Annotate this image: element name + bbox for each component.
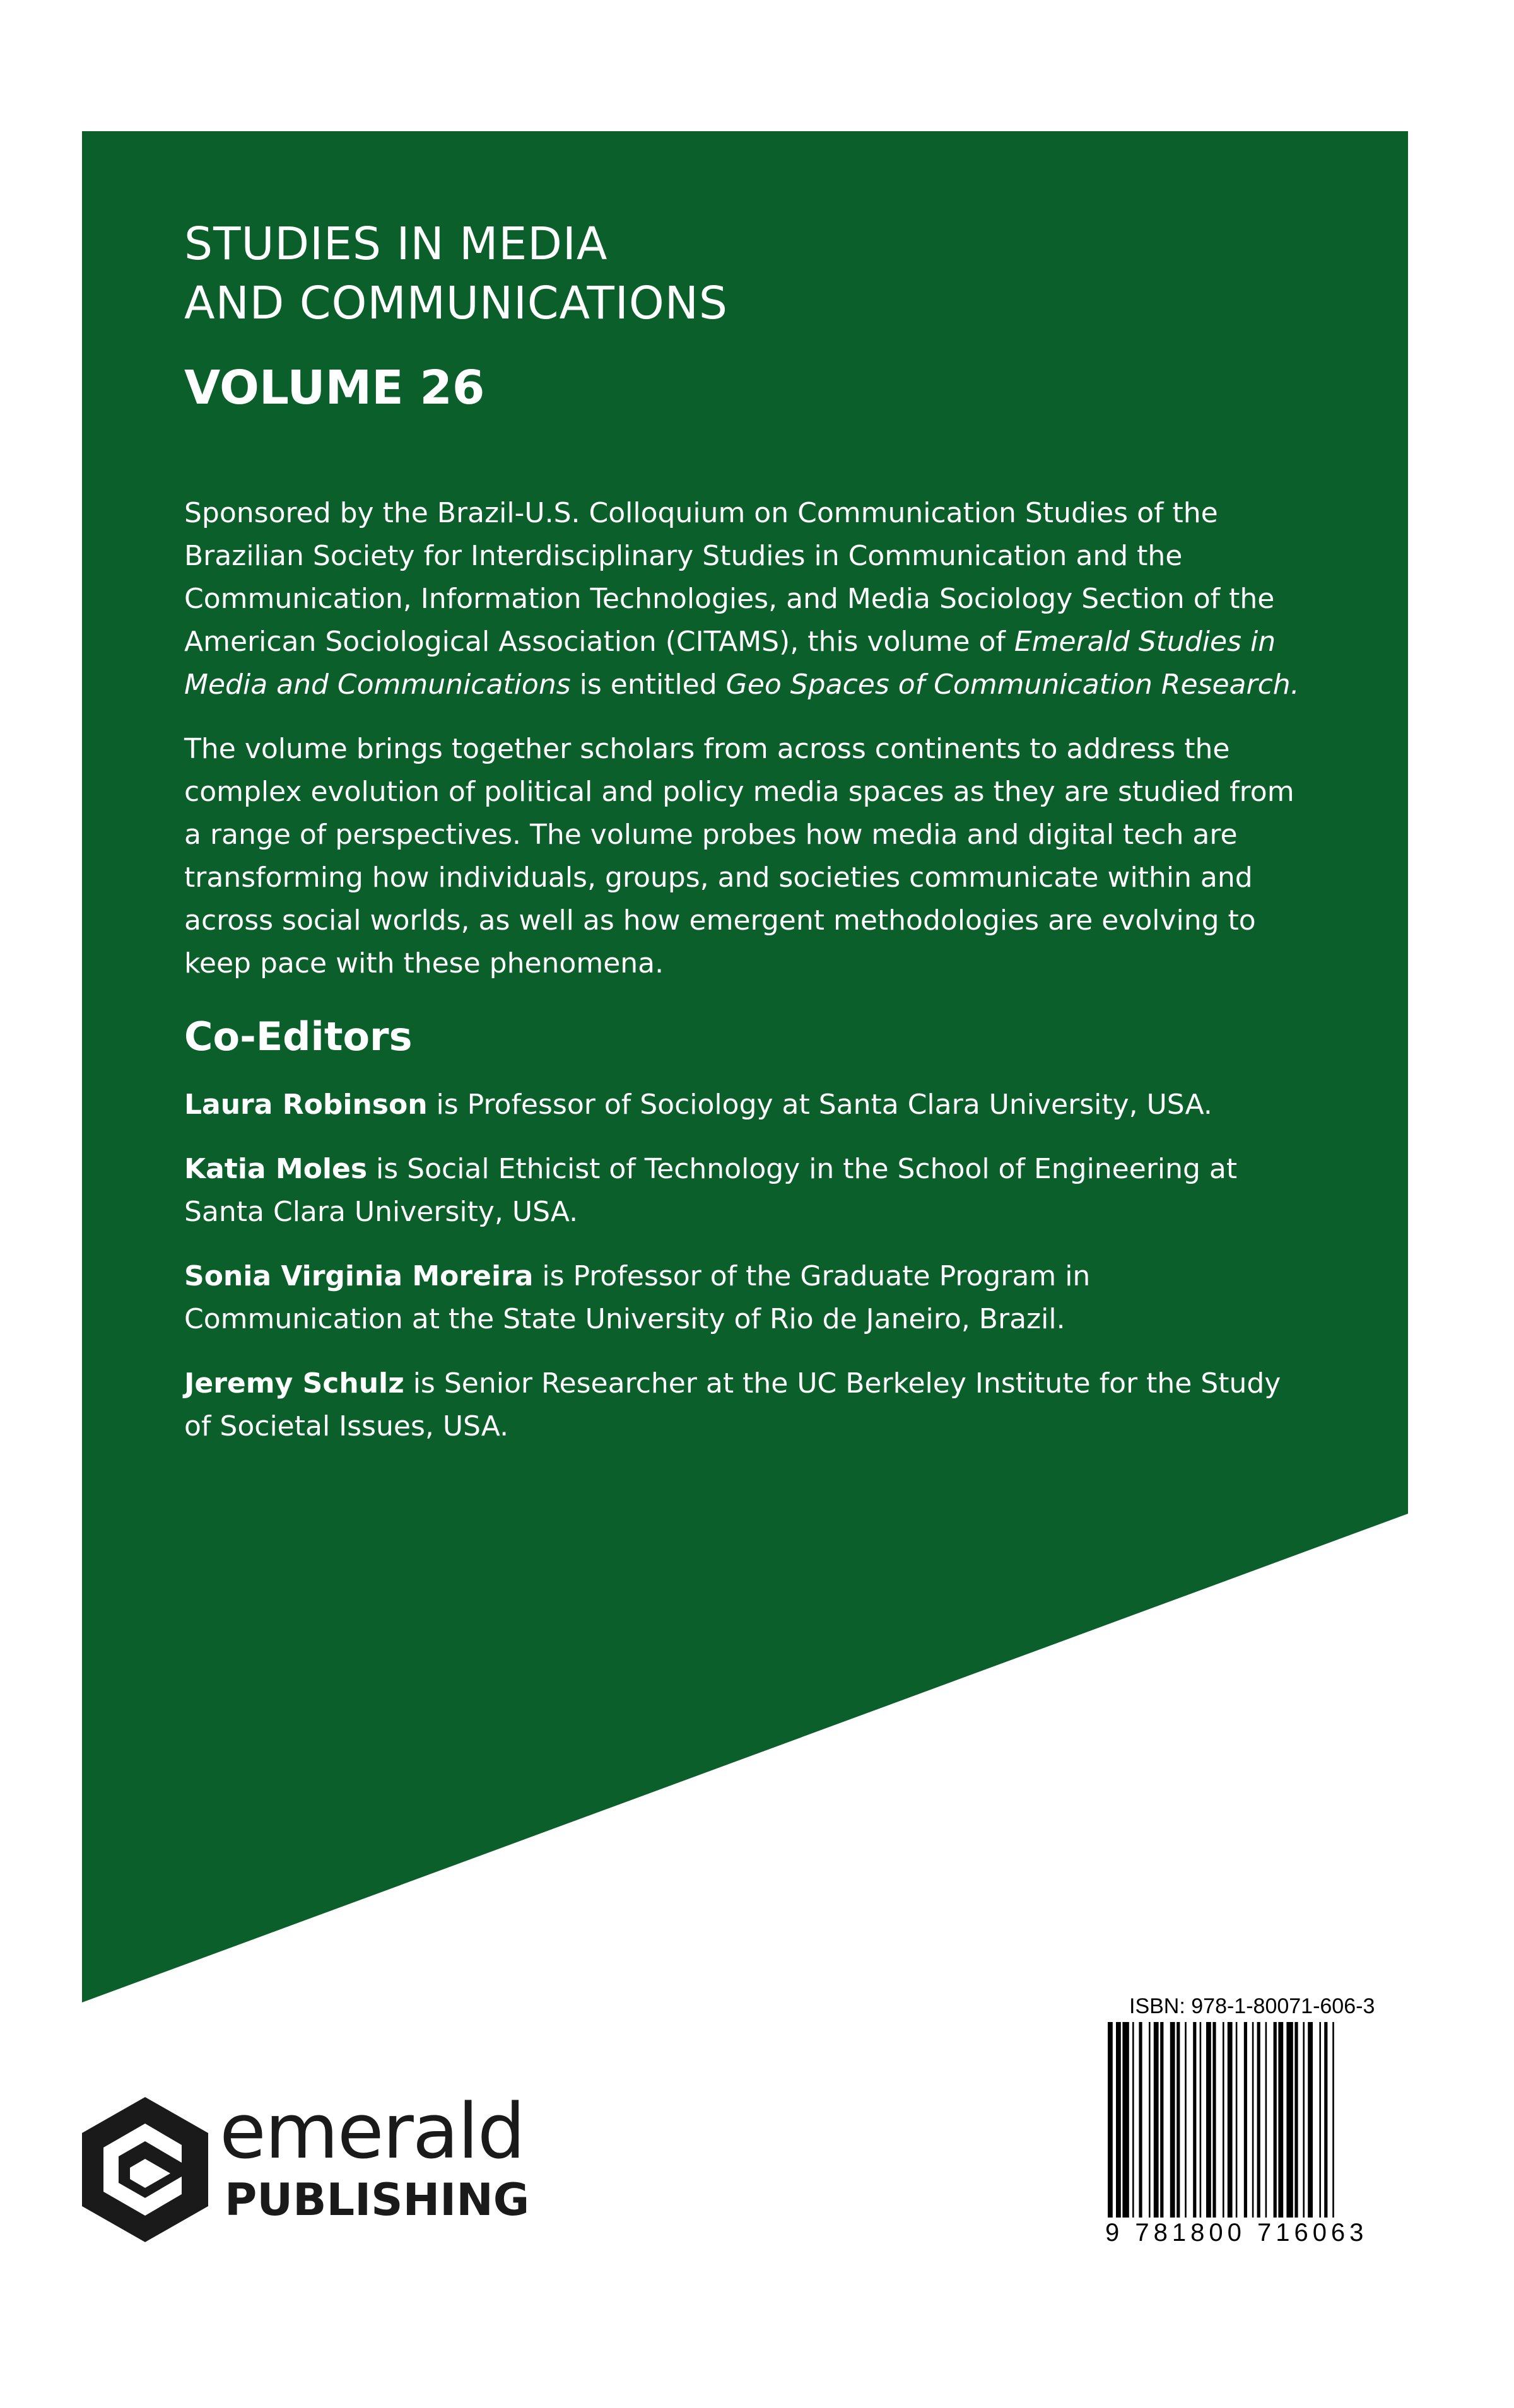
editor-entry	[184, 1362, 1307, 1448]
editor-name: Katia Moles	[184, 1153, 368, 1185]
barcode-digits: 9 781800 716063	[1105, 2219, 1368, 2247]
sponsor-paragraph	[184, 492, 1307, 706]
sponsor-text-middle: is entitled	[570, 669, 726, 701]
volume-title-italic: Geo Spaces of Communication Research.	[725, 669, 1300, 701]
description-paragraph: The volume brings together scholars from across continents to address the complex evolution of political and policy media spaces as they are studied from a range of perspectives. The volume probes how media and digital tech are transforming how individuals, groups, and societies communicate within and across social worlds, as well as how emergent methodologies are evolving to keep pace with these phenomena.	[184, 733, 1294, 979]
editor-name: Laura Robinson	[184, 1089, 428, 1121]
editor-description: is Professor of Sociology at Santa Clara University, USA.	[427, 1089, 1212, 1121]
series-title	[184, 214, 1307, 333]
emerald-hexagon-logo-icon	[82, 2097, 208, 2242]
editor-entry	[184, 1084, 1307, 1126]
barcode	[1104, 2022, 1394, 2218]
coeditors-heading: Co-Editors	[184, 1014, 413, 1060]
editor-description: is Senior Researcher at the UC Berkeley Institute for the Study of Societal Issues, USA.	[184, 1367, 1281, 1442]
isbn-label: ISBN: 978-1-80071-606-3	[1129, 1994, 1375, 2018]
editor-entry	[184, 1255, 1307, 1341]
series-title-line1: STUDIES IN MEDIA	[184, 218, 608, 270]
cover-text	[184, 214, 1307, 1448]
editor-name: Sonia Virginia Moreira	[184, 1260, 534, 1292]
editor-entry	[184, 1148, 1307, 1234]
editor-description: is Professor of the Graduate Program in Communication at the State University of Rio de Janeiro, Brazil.	[184, 1260, 1091, 1335]
series-title-line2: AND COMMUNICATIONS	[184, 277, 728, 329]
publisher-name: emerald	[220, 2088, 524, 2176]
editor-name: Jeremy Schulz	[184, 1367, 404, 1400]
editor-description: is Social Ethicist of Technology in the School of Engineering at Santa Clara University, USA.	[184, 1153, 1238, 1228]
series-name-italic: Emerald Studies in Media and Communications	[184, 626, 1276, 701]
sponsor-text: Sponsored by the Brazil-U.S. Colloquium on Communication Studies of the Brazilian Society for Interdisciplinary Studies in Communication and the Communication, Information Technologies, and Media Sociology Section of the American Sociological Association (CITAMS), this volume of	[184, 497, 1275, 658]
volume-number: VOLUME 26	[184, 361, 485, 415]
publisher-subtitle: PUBLISHING	[225, 2174, 530, 2226]
